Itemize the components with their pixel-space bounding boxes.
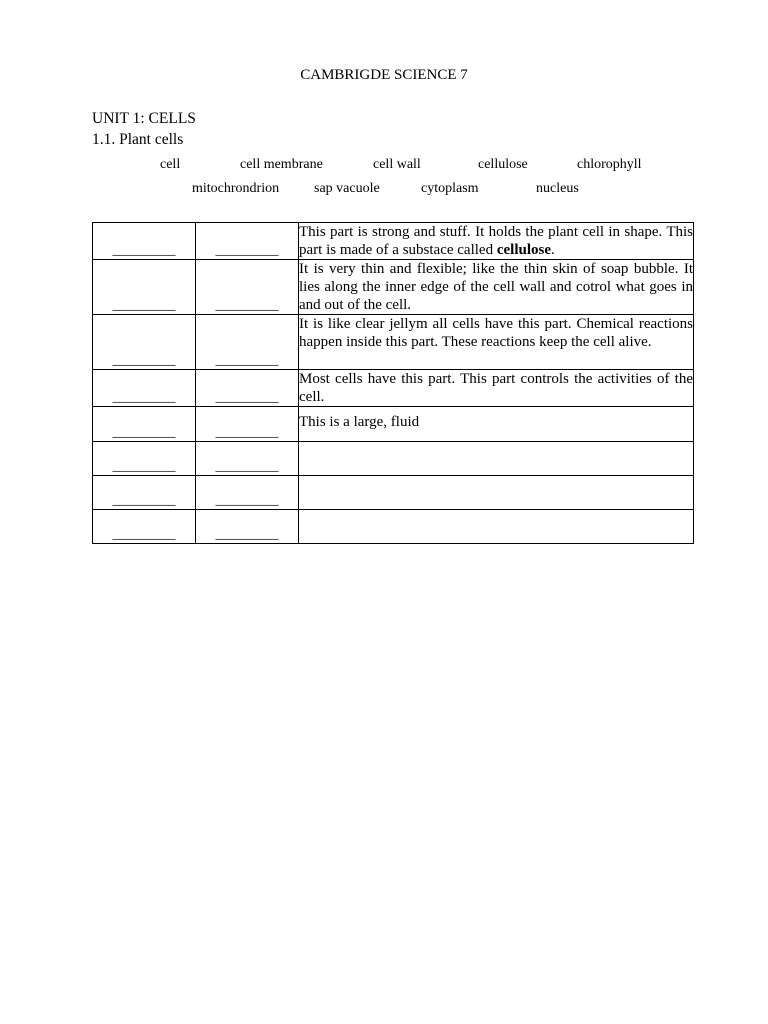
blank-cell	[93, 442, 196, 476]
description-cell: It is very thin and flexible; like the thin skin of soap bubble. It lies along the inner edge of the cell wall and cotrol what goes in and out of the cell.	[299, 261, 693, 313]
answer-line[interactable]: _________	[215, 425, 279, 440]
description-end: .	[551, 242, 555, 258]
blank-cell	[93, 315, 196, 370]
keyword-bold: cellulose	[496, 242, 551, 258]
answer-line[interactable]: _________	[112, 390, 176, 405]
page-title: CAMBRIGDE SCIENCE 7	[300, 67, 468, 83]
table-row	[93, 260, 694, 315]
blank-cell	[196, 510, 299, 544]
description-cell	[299, 476, 694, 510]
blank-cell	[93, 407, 196, 442]
answer-line[interactable]: _________	[112, 493, 176, 508]
blank-cell	[196, 370, 299, 407]
answer-line[interactable]: _________	[112, 459, 176, 474]
word-bank-item: cell	[160, 157, 181, 172]
description-text: This part is strong and stuff. It holds the plant cell in shape. This part is made of a substace called	[299, 224, 693, 258]
word-bank-item: sap vacuole	[314, 181, 380, 196]
answer-line[interactable]: _________	[112, 527, 176, 542]
blank-cell	[196, 476, 299, 510]
description-cell	[299, 223, 694, 260]
blank-cell	[196, 442, 299, 476]
blank-cell	[196, 223, 299, 260]
blank-cell	[93, 370, 196, 407]
table-row	[93, 223, 694, 260]
blank-cell	[93, 510, 196, 544]
description-cell	[299, 442, 694, 476]
table-row	[93, 442, 694, 476]
answer-line[interactable]: _________	[215, 390, 279, 405]
answer-line[interactable]: _________	[215, 493, 279, 508]
word-bank-item: cellulose	[478, 157, 528, 172]
word-bank-item: mitochrondrion	[192, 181, 280, 196]
blank-cell	[93, 476, 196, 510]
table-row	[93, 315, 694, 370]
answer-line[interactable]: _________	[215, 353, 279, 368]
blank-cell	[196, 315, 299, 370]
answer-line[interactable]: _________	[215, 298, 279, 313]
unit-heading: UNIT 1: CELLS	[92, 110, 196, 127]
table-row	[93, 476, 694, 510]
word-bank-item: cytoplasm	[421, 181, 479, 196]
description-cell: It is like clear jellym all cells have this part. Chemical reactions happen inside this part. These reactions keep the cell alive.	[299, 315, 694, 370]
answer-line[interactable]: _________	[215, 459, 279, 474]
answer-line[interactable]: _________	[112, 243, 176, 258]
answer-line[interactable]: _________	[112, 425, 176, 440]
table-row	[93, 370, 694, 407]
word-bank-item: cell wall	[373, 157, 421, 172]
answer-line[interactable]: _________	[215, 243, 279, 258]
answer-line[interactable]: _________	[112, 353, 176, 368]
word-bank-item: nucleus	[536, 181, 579, 196]
blank-cell	[93, 223, 196, 260]
word-bank-item: chlorophyll	[577, 157, 642, 172]
description-cell: Most cells have this part. This part controls the activities of the cell.	[299, 371, 693, 405]
section-heading: 1.1. Plant cells	[92, 131, 184, 148]
table-row	[93, 510, 694, 544]
word-bank-item: cell membrane	[240, 157, 323, 172]
description-cell: This is a large, fluid	[299, 407, 694, 442]
blank-cell	[196, 260, 299, 315]
table-row	[93, 407, 694, 442]
description-cell	[299, 510, 694, 544]
worksheet-table	[92, 222, 694, 544]
answer-line[interactable]: _________	[112, 298, 176, 313]
blank-cell	[93, 260, 196, 315]
answer-line[interactable]: _________	[215, 527, 279, 542]
blank-cell	[196, 407, 299, 442]
